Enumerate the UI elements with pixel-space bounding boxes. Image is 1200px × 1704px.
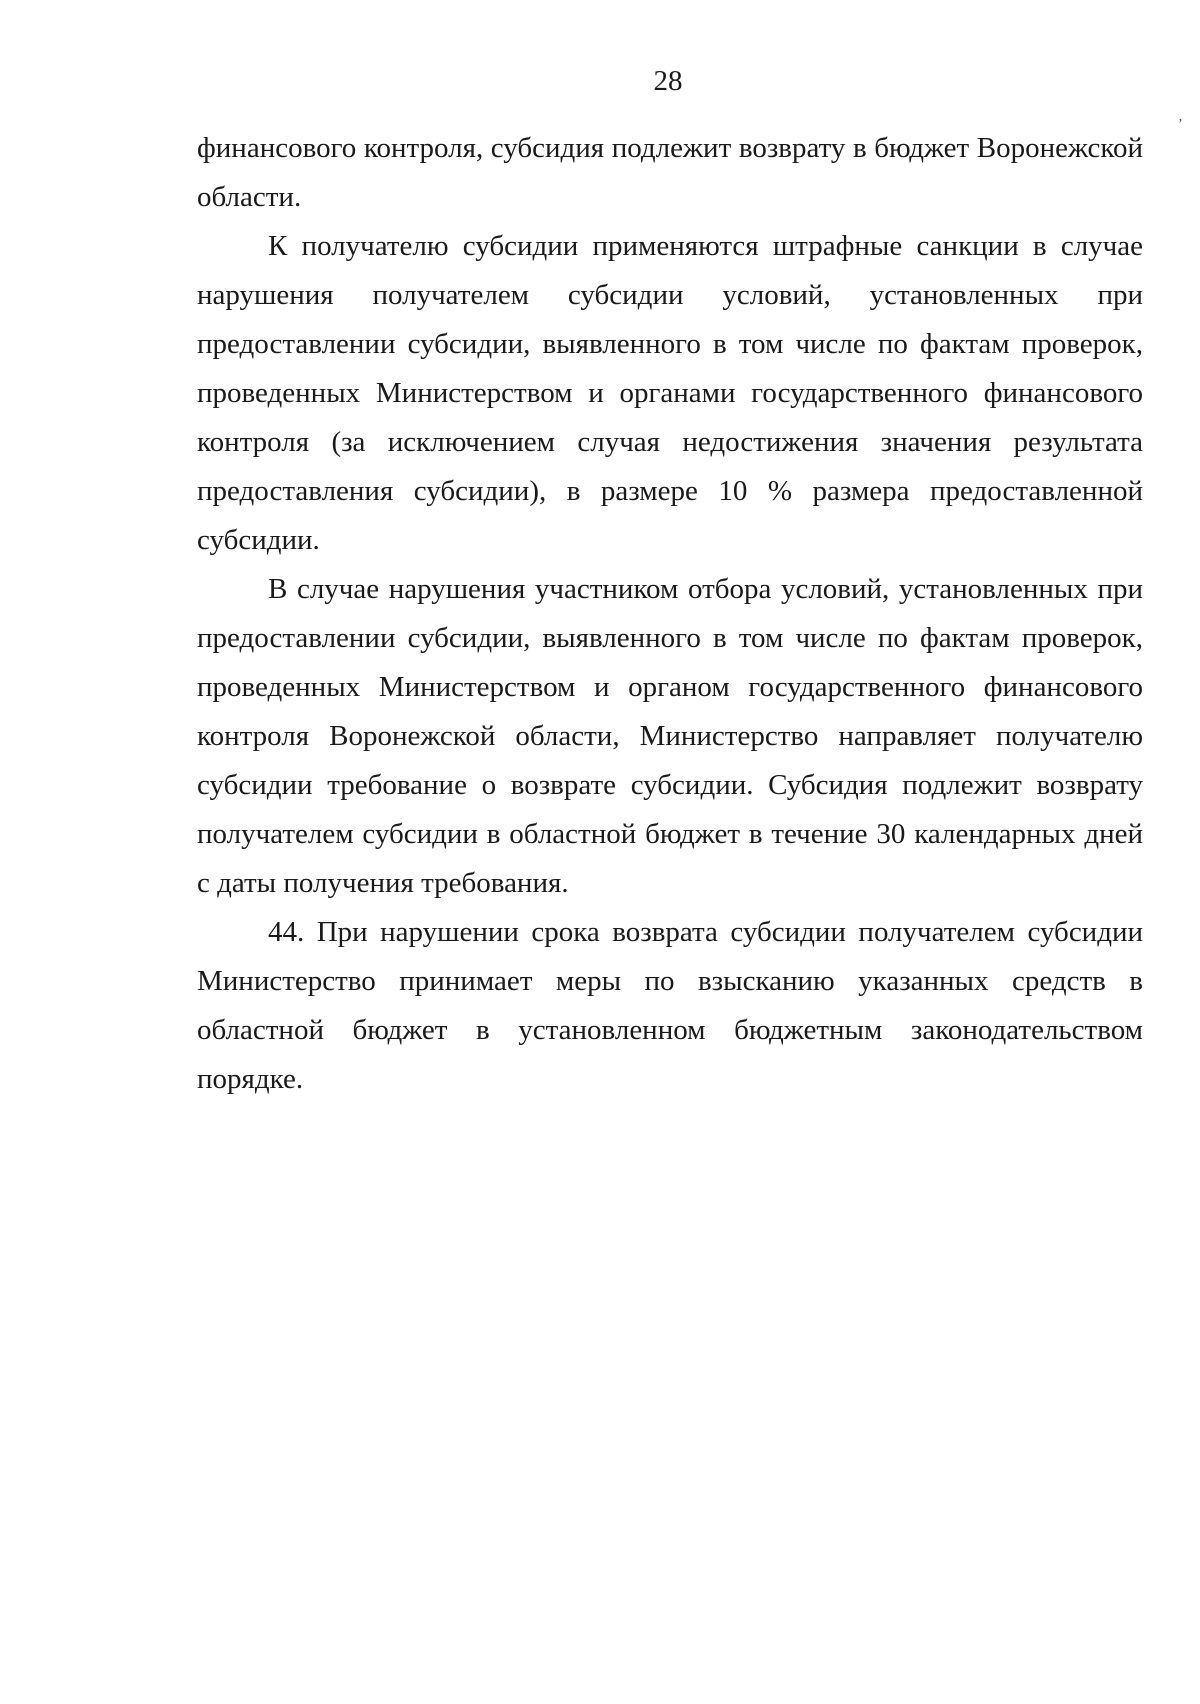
paragraph-violation-return: В случае нарушения участником отбора условий, установленных при предоставлении субсидии, выявленного в том числе по фактам проверок, проведенных Министерством и органом государственного финансового контроля Воронежской области, Министерство направляет получателю субсидии требование о возврате субсидии. Субсидия подлежит возврату получателем субсидии в областной бюджет в течение 30 календарных дней с даты получения требования. xyxy=(197,573,1143,899)
paragraph-continuation: финансового контроля, субсидия подлежит возврату в бюджет Воронежской области. xyxy=(197,132,1143,213)
paragraph-penalties: К получателю субсидии применяются штрафные санкции в случае нарушения получателем субсидии условий, установленных при предоставлении субсидии, выявленного в том числе по фактам проверок, проведенных Министерством и органами государственного финансового контроля (за исключением случая недостижения значения результата предоставления субсидии), в размере 10 % размера предоставленной субсидии. xyxy=(197,230,1143,556)
paragraph-44: 44. При нарушении срока возврата субсидии получателем субсидии Министерство принимает меры по взысканию указанных средств в областной бюджет в установленном бюджетным законодательством порядке. xyxy=(197,916,1143,1095)
document-body xyxy=(197,124,1143,1104)
scan-mark: ʼ xyxy=(1178,117,1183,132)
page-number: 28 xyxy=(653,65,683,97)
